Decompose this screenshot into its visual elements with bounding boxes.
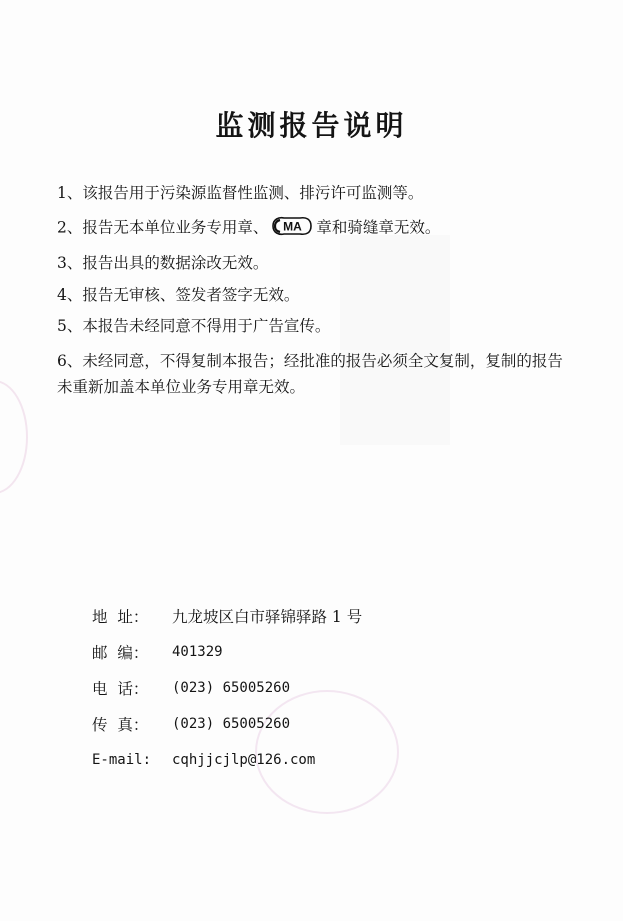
- fax-value: (023) 65005260: [172, 716, 291, 732]
- phone-value: (023) 65005260: [172, 680, 291, 696]
- phone-row: [92, 670, 362, 706]
- note-item-4: 4、报告无审核、签发者签字无效。: [57, 285, 300, 304]
- fax-label: 传 真：: [92, 716, 149, 734]
- note-item-3: 3、报告出具的数据涂改无效。: [57, 254, 269, 272]
- faded-stamp-left: [0, 380, 28, 494]
- address-row: [92, 598, 362, 634]
- email-label: E-mail:: [92, 752, 152, 768]
- email-value: cqhjjcjlp@126.com: [172, 752, 316, 768]
- note-item-2-text-after: 章和骑缝章无效。: [316, 218, 441, 236]
- postcode-value: 401329: [172, 644, 223, 660]
- contact-info: [92, 598, 362, 778]
- postcode-row: [92, 634, 362, 670]
- email-row: [92, 742, 362, 778]
- notes-list: [57, 183, 577, 411]
- svg-text:MA: MA: [283, 219, 303, 233]
- phone-label: 电 话：: [92, 680, 149, 698]
- cma-seal-icon: [270, 215, 314, 242]
- fax-row: [92, 706, 362, 742]
- address-value: 九龙坡区白市驿锦驿路 1 号: [172, 608, 363, 626]
- postcode-label: 邮 编：: [92, 644, 149, 662]
- note-item-2-text-before: 2、报告无本单位业务专用章、: [57, 218, 269, 236]
- note-item-6: 6、未经同意，不得复制本报告；经批准的报告必须全文复制，复制的报告未重新加盖本单位业务专用章无效。: [57, 351, 563, 396]
- address-label: 地 址：: [92, 608, 149, 626]
- note-item-5: 5、本报告未经同意不得用于广告宣传。: [57, 317, 331, 335]
- page-title: 监测报告说明: [215, 109, 408, 142]
- note-item-1: 1、该报告用于污染源监督性监测、排污许可监测等。: [57, 184, 424, 202]
- note-item-2: [57, 215, 577, 242]
